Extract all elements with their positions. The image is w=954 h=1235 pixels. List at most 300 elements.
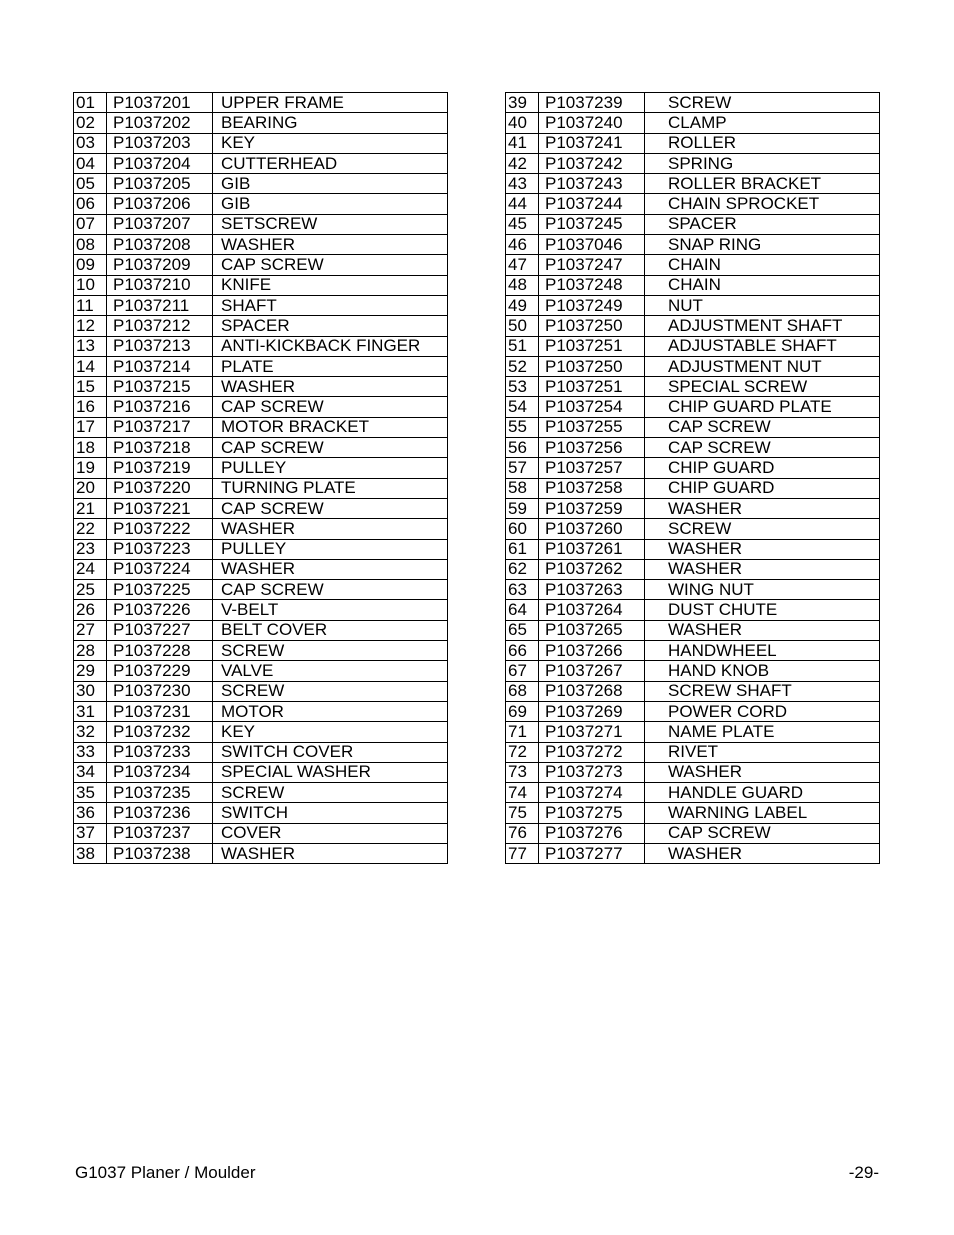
part-number-cell: P1037223 [107, 539, 213, 559]
ref-cell: 63 [506, 580, 539, 600]
table-row [74, 641, 448, 661]
table-row [74, 397, 448, 417]
part-number-cell: P1037224 [107, 559, 213, 579]
part-number-cell: P1037046 [539, 235, 645, 255]
table-row [74, 620, 448, 640]
part-number-cell: P1037267 [539, 661, 645, 681]
table-row [74, 316, 448, 336]
table-row [74, 133, 448, 153]
ref-cell: 12 [74, 316, 107, 336]
part-number-cell: P1037231 [107, 701, 213, 721]
description-cell: DUST CHUTE [645, 600, 880, 620]
table-row [506, 843, 880, 863]
part-number-cell: P1037269 [539, 701, 645, 721]
ref-cell: 18 [74, 438, 107, 458]
ref-cell: 30 [74, 681, 107, 701]
description-cell: SCREW [213, 681, 448, 701]
table-row [506, 823, 880, 843]
ref-cell: 67 [506, 661, 539, 681]
part-number-cell: P1037263 [539, 580, 645, 600]
ref-cell: 06 [74, 194, 107, 214]
table-row [506, 417, 880, 437]
part-number-cell: P1037239 [539, 93, 645, 113]
part-number-cell: P1037213 [107, 336, 213, 356]
ref-cell: 31 [74, 701, 107, 721]
table-row [506, 133, 880, 153]
table-row [74, 843, 448, 863]
ref-cell: 25 [74, 580, 107, 600]
table-row [74, 214, 448, 234]
description-cell: SCREW SHAFT [645, 681, 880, 701]
table-row [506, 113, 880, 133]
table-row [506, 580, 880, 600]
ref-cell: 03 [74, 133, 107, 153]
table-row [74, 803, 448, 823]
part-number-cell: P1037206 [107, 194, 213, 214]
ref-cell: 41 [506, 133, 539, 153]
table-row [506, 377, 880, 397]
parts-table-right [505, 92, 880, 864]
ref-cell: 66 [506, 641, 539, 661]
table-row [74, 783, 448, 803]
ref-cell: 39 [506, 93, 539, 113]
description-cell: WASHER [645, 620, 880, 640]
ref-cell: 46 [506, 235, 539, 255]
ref-cell: 44 [506, 194, 539, 214]
ref-cell: 59 [506, 498, 539, 518]
description-cell: WASHER [213, 235, 448, 255]
table-row [74, 519, 448, 539]
ref-cell: 27 [74, 620, 107, 640]
ref-cell: 75 [506, 803, 539, 823]
description-cell: SWITCH COVER [213, 742, 448, 762]
part-number-cell: P1037203 [107, 133, 213, 153]
description-cell: MOTOR [213, 701, 448, 721]
part-number-cell: P1037202 [107, 113, 213, 133]
part-number-cell: P1037236 [107, 803, 213, 823]
table-row [506, 600, 880, 620]
part-number-cell: P1037261 [539, 539, 645, 559]
part-number-cell: P1037266 [539, 641, 645, 661]
description-cell: SWITCH [213, 803, 448, 823]
part-number-cell: P1037230 [107, 681, 213, 701]
part-number-cell: P1037240 [539, 113, 645, 133]
description-cell: ADJUSTMENT SHAFT [645, 316, 880, 336]
ref-cell: 52 [506, 356, 539, 376]
table-row [506, 742, 880, 762]
table-row [74, 701, 448, 721]
part-number-cell: P1037205 [107, 174, 213, 194]
ref-cell: 26 [74, 600, 107, 620]
table-row [74, 762, 448, 782]
ref-cell: 72 [506, 742, 539, 762]
part-number-cell: P1037229 [107, 661, 213, 681]
description-cell: CHAIN SPROCKET [645, 194, 880, 214]
table-row [74, 255, 448, 275]
part-number-cell: P1037237 [107, 823, 213, 843]
description-cell: SCREW [213, 641, 448, 661]
part-number-cell: P1037250 [539, 356, 645, 376]
description-cell: CHAIN [645, 255, 880, 275]
ref-cell: 68 [506, 681, 539, 701]
ref-cell: 19 [74, 458, 107, 478]
ref-cell: 62 [506, 559, 539, 579]
ref-cell: 56 [506, 438, 539, 458]
description-cell: WASHER [645, 539, 880, 559]
description-cell: CAP SCREW [213, 397, 448, 417]
part-number-cell: P1037207 [107, 214, 213, 234]
ref-cell: 71 [506, 722, 539, 742]
table-row [506, 681, 880, 701]
table-row [506, 620, 880, 640]
part-number-cell: P1037226 [107, 600, 213, 620]
description-cell: VALVE [213, 661, 448, 681]
part-number-cell: P1037265 [539, 620, 645, 640]
table-row [506, 214, 880, 234]
table-row [506, 153, 880, 173]
ref-cell: 47 [506, 255, 539, 275]
ref-cell: 09 [74, 255, 107, 275]
part-number-cell: P1037217 [107, 417, 213, 437]
description-cell: CAP SCREW [645, 438, 880, 458]
part-number-cell: P1037234 [107, 762, 213, 782]
table-row [506, 478, 880, 498]
table-row [506, 803, 880, 823]
description-cell: KNIFE [213, 275, 448, 295]
ref-cell: 40 [506, 113, 539, 133]
table-row [74, 458, 448, 478]
description-cell: PLATE [213, 356, 448, 376]
table-row [74, 498, 448, 518]
description-cell: BELT COVER [213, 620, 448, 640]
part-number-cell: P1037232 [107, 722, 213, 742]
part-number-cell: P1037212 [107, 316, 213, 336]
description-cell: KEY [213, 133, 448, 153]
description-cell: SPECIAL WASHER [213, 762, 448, 782]
ref-cell: 33 [74, 742, 107, 762]
ref-cell: 02 [74, 113, 107, 133]
part-number-cell: P1037243 [539, 174, 645, 194]
part-number-cell: P1037251 [539, 336, 645, 356]
part-number-cell: P1037271 [539, 722, 645, 742]
ref-cell: 43 [506, 174, 539, 194]
description-cell: SCREW [645, 93, 880, 113]
part-number-cell: P1037247 [539, 255, 645, 275]
table-row [74, 742, 448, 762]
description-cell: MOTOR BRACKET [213, 417, 448, 437]
description-cell: CAP SCREW [645, 417, 880, 437]
description-cell: SHAFT [213, 295, 448, 315]
part-number-cell: P1037256 [539, 438, 645, 458]
description-cell: POWER CORD [645, 701, 880, 721]
part-number-cell: P1037273 [539, 762, 645, 782]
description-cell: SPACER [645, 214, 880, 234]
ref-cell: 60 [506, 519, 539, 539]
table-row [506, 519, 880, 539]
ref-cell: 76 [506, 823, 539, 843]
table-row [506, 316, 880, 336]
footer-title: G1037 Planer / Moulder [75, 1163, 256, 1182]
part-number-cell: P1037201 [107, 93, 213, 113]
ref-cell: 07 [74, 214, 107, 234]
description-cell: WASHER [213, 519, 448, 539]
part-number-cell: P1037218 [107, 438, 213, 458]
description-cell: CAP SCREW [213, 438, 448, 458]
table-row [506, 559, 880, 579]
description-cell: PULLEY [213, 539, 448, 559]
table-row [74, 438, 448, 458]
ref-cell: 50 [506, 316, 539, 336]
ref-cell: 42 [506, 153, 539, 173]
part-number-cell: P1037235 [107, 783, 213, 803]
part-number-cell: P1037210 [107, 275, 213, 295]
table-row [74, 356, 448, 376]
description-cell: CLAMP [645, 113, 880, 133]
part-number-cell: P1037214 [107, 356, 213, 376]
table-row [74, 478, 448, 498]
part-number-cell: P1037245 [539, 214, 645, 234]
part-number-cell: P1037216 [107, 397, 213, 417]
ref-cell: 08 [74, 235, 107, 255]
description-cell: WASHER [213, 559, 448, 579]
table-row [74, 559, 448, 579]
ref-cell: 65 [506, 620, 539, 640]
description-cell: ROLLER [645, 133, 880, 153]
description-cell: RIVET [645, 742, 880, 762]
part-number-cell: P1037250 [539, 316, 645, 336]
ref-cell: 57 [506, 458, 539, 478]
table-row [74, 681, 448, 701]
ref-cell: 54 [506, 397, 539, 417]
part-number-cell: P1037220 [107, 478, 213, 498]
part-number-cell: P1037204 [107, 153, 213, 173]
page-number: -29- [848, 1163, 879, 1182]
description-cell: CHIP GUARD PLATE [645, 397, 880, 417]
description-cell: SPECIAL SCREW [645, 377, 880, 397]
description-cell: PULLEY [213, 458, 448, 478]
ref-cell: 20 [74, 478, 107, 498]
table-row [506, 661, 880, 681]
table-row [74, 377, 448, 397]
description-cell: HAND KNOB [645, 661, 880, 681]
description-cell: CAP SCREW [213, 580, 448, 600]
ref-cell: 69 [506, 701, 539, 721]
description-cell: HANDWHEEL [645, 641, 880, 661]
table-row [506, 356, 880, 376]
ref-cell: 73 [506, 762, 539, 782]
description-cell: WASHER [645, 498, 880, 518]
table-row [74, 235, 448, 255]
ref-cell: 11 [74, 295, 107, 315]
description-cell: SETSCREW [213, 214, 448, 234]
table-row [74, 823, 448, 843]
ref-cell: 05 [74, 174, 107, 194]
description-cell: SNAP RING [645, 235, 880, 255]
part-number-cell: P1037251 [539, 377, 645, 397]
part-number-cell: P1037211 [107, 295, 213, 315]
table-row [506, 194, 880, 214]
description-cell: SPRING [645, 153, 880, 173]
table-row [506, 458, 880, 478]
table-row [74, 194, 448, 214]
table-row [506, 255, 880, 275]
part-number-cell: P1037254 [539, 397, 645, 417]
table-row [74, 539, 448, 559]
ref-cell: 35 [74, 783, 107, 803]
part-number-cell: P1037208 [107, 235, 213, 255]
description-cell: CUTTERHEAD [213, 153, 448, 173]
part-number-cell: P1037260 [539, 519, 645, 539]
part-number-cell: P1037272 [539, 742, 645, 762]
table-row [74, 661, 448, 681]
table-row [74, 580, 448, 600]
description-cell: CHIP GUARD [645, 478, 880, 498]
ref-cell: 74 [506, 783, 539, 803]
part-number-cell: P1037249 [539, 295, 645, 315]
ref-cell: 45 [506, 214, 539, 234]
description-cell: HANDLE GUARD [645, 783, 880, 803]
part-number-cell: P1037241 [539, 133, 645, 153]
table-row [74, 295, 448, 315]
part-number-cell: P1037238 [107, 843, 213, 863]
ref-cell: 48 [506, 275, 539, 295]
table-row [506, 93, 880, 113]
ref-cell: 29 [74, 661, 107, 681]
part-number-cell: P1037276 [539, 823, 645, 843]
table-row [74, 153, 448, 173]
parts-table-right-body [506, 93, 880, 864]
description-cell: TURNING PLATE [213, 478, 448, 498]
description-cell: UPPER FRAME [213, 93, 448, 113]
part-number-cell: P1037277 [539, 843, 645, 863]
description-cell: WASHER [645, 762, 880, 782]
description-cell: WASHER [213, 843, 448, 863]
parts-table-left [73, 92, 448, 864]
ref-cell: 61 [506, 539, 539, 559]
ref-cell: 10 [74, 275, 107, 295]
part-number-cell: P1037227 [107, 620, 213, 640]
description-cell: COVER [213, 823, 448, 843]
description-cell: GIB [213, 174, 448, 194]
description-cell: ANTI-KICKBACK FINGER [213, 336, 448, 356]
part-number-cell: P1037215 [107, 377, 213, 397]
description-cell: NUT [645, 295, 880, 315]
table-row [506, 438, 880, 458]
part-number-cell: P1037228 [107, 641, 213, 661]
part-number-cell: P1037262 [539, 559, 645, 579]
ref-cell: 58 [506, 478, 539, 498]
table-row [74, 722, 448, 742]
description-cell: SCREW [213, 783, 448, 803]
ref-cell: 13 [74, 336, 107, 356]
ref-cell: 14 [74, 356, 107, 376]
table-row [74, 417, 448, 437]
description-cell: WARNING LABEL [645, 803, 880, 823]
ref-cell: 04 [74, 153, 107, 173]
ref-cell: 01 [74, 93, 107, 113]
description-cell: V-BELT [213, 600, 448, 620]
part-number-cell: P1037225 [107, 580, 213, 600]
table-row [506, 397, 880, 417]
description-cell: ROLLER BRACKET [645, 174, 880, 194]
table-row [74, 174, 448, 194]
description-cell: CAP SCREW [213, 498, 448, 518]
part-number-cell: P1037255 [539, 417, 645, 437]
ref-cell: 16 [74, 397, 107, 417]
table-row [74, 336, 448, 356]
part-number-cell: P1037248 [539, 275, 645, 295]
part-number-cell: P1037233 [107, 742, 213, 762]
part-number-cell: P1037275 [539, 803, 645, 823]
ref-cell: 55 [506, 417, 539, 437]
part-number-cell: P1037219 [107, 458, 213, 478]
description-cell: NAME PLATE [645, 722, 880, 742]
ref-cell: 51 [506, 336, 539, 356]
part-number-cell: P1037268 [539, 681, 645, 701]
part-number-cell: P1037259 [539, 498, 645, 518]
description-cell: ADJUSTABLE SHAFT [645, 336, 880, 356]
ref-cell: 37 [74, 823, 107, 843]
ref-cell: 38 [74, 843, 107, 863]
description-cell: BEARING [213, 113, 448, 133]
table-row [506, 641, 880, 661]
table-row [74, 275, 448, 295]
description-cell: GIB [213, 194, 448, 214]
ref-cell: 53 [506, 377, 539, 397]
part-number-cell: P1037242 [539, 153, 645, 173]
table-row [74, 93, 448, 113]
ref-cell: 24 [74, 559, 107, 579]
table-row [506, 539, 880, 559]
description-cell: CHIP GUARD [645, 458, 880, 478]
table-row [506, 701, 880, 721]
description-cell: SCREW [645, 519, 880, 539]
description-cell: WASHER [213, 377, 448, 397]
description-cell: CAP SCREW [213, 255, 448, 275]
part-number-cell: P1037209 [107, 255, 213, 275]
ref-cell: 22 [74, 519, 107, 539]
table-row [506, 295, 880, 315]
table-row [506, 498, 880, 518]
part-number-cell: P1037244 [539, 194, 645, 214]
table-row [74, 113, 448, 133]
part-number-cell: P1037264 [539, 600, 645, 620]
ref-cell: 15 [74, 377, 107, 397]
table-row [506, 275, 880, 295]
table-row [506, 235, 880, 255]
table-row [506, 174, 880, 194]
description-cell: WASHER [645, 559, 880, 579]
description-cell: WING NUT [645, 580, 880, 600]
description-cell: WASHER [645, 843, 880, 863]
description-cell: KEY [213, 722, 448, 742]
part-number-cell: P1037257 [539, 458, 645, 478]
part-number-cell: P1037258 [539, 478, 645, 498]
ref-cell: 77 [506, 843, 539, 863]
description-cell: CAP SCREW [645, 823, 880, 843]
table-row [506, 762, 880, 782]
part-number-cell: P1037221 [107, 498, 213, 518]
ref-cell: 49 [506, 295, 539, 315]
description-cell: SPACER [213, 316, 448, 336]
table-row [74, 600, 448, 620]
ref-cell: 36 [74, 803, 107, 823]
description-cell: CHAIN [645, 275, 880, 295]
ref-cell: 17 [74, 417, 107, 437]
description-cell: ADJUSTMENT NUT [645, 356, 880, 376]
ref-cell: 34 [74, 762, 107, 782]
ref-cell: 28 [74, 641, 107, 661]
